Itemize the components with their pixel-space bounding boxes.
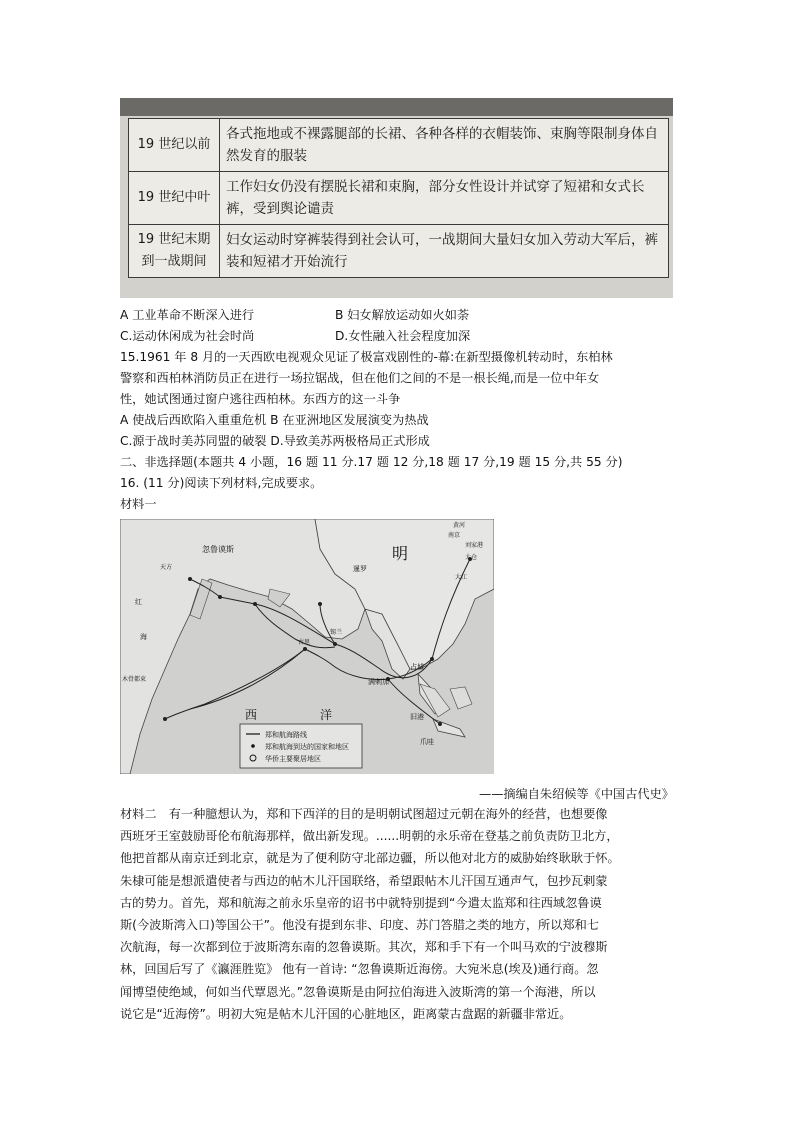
table-photo bbox=[120, 98, 673, 298]
label-hurmuz: 忽鲁谟斯 bbox=[202, 545, 234, 554]
section-two-heading: 二、非选择题(本题共 4 小题，16 题 11 分.17 题 12 分,18 题 17 分,19 题 15 分,共 55 分) bbox=[120, 455, 623, 469]
legend-reached-label: 郑和航海到达的国家和地区 bbox=[265, 743, 349, 751]
label-zhancheng: 占城 bbox=[410, 663, 424, 671]
cropped-header-band bbox=[120, 98, 673, 116]
q14-options-row1 bbox=[120, 305, 470, 325]
period-cell: 19 世纪中叶 bbox=[129, 172, 220, 225]
label-nanjing: 南京 bbox=[448, 532, 461, 539]
material-one-label: 材料一 bbox=[120, 497, 157, 511]
paragraph-line: 他把首都从南京迁到北京，就是为了便利防守北部边疆，所以他对北方的威胁始终耿耿于怀。 bbox=[120, 851, 620, 866]
label-manlajia: 满剌加 bbox=[368, 678, 389, 686]
paragraph-line: 次航海，每一次都到位于波斯湾东南的忽鲁谟斯。其次，郑和手下有一个叫马欢的宁波穆斯 bbox=[120, 940, 608, 955]
map-legend bbox=[240, 724, 362, 768]
label-guli: 古里 bbox=[298, 639, 311, 646]
description-cell: 妇女运动时穿裤装得到社会认可，一战期间大量妇女加入劳动大军后，裤装和短裙才开始流行 bbox=[220, 225, 669, 278]
paragraph-line: 材料二 有一种臆想认为，郑和下西洋的目的是明朝试图超过元朝在海外的经营，也想要像 bbox=[120, 807, 608, 821]
material-two-paragraph bbox=[120, 803, 682, 1025]
label-tianfang: 天方 bbox=[160, 564, 173, 571]
q14-options-row2 bbox=[120, 326, 471, 346]
label-huanghe: 黄河 bbox=[453, 522, 466, 529]
label-ceylon: 锡兰 bbox=[330, 629, 343, 636]
q15-stem-line: 15.1961 年 8 月的一天西欧电视观众见证了极富戏剧性的-幕:在新型摄像机转动时，东柏林 bbox=[120, 350, 613, 364]
label-ming: 明 bbox=[392, 544, 409, 563]
paragraph-line: 古的势力。首先，郑和航海之前永乐皇帝的诏书中就特别提到“今遣太监郑和往西域忽鲁谟 bbox=[120, 895, 602, 910]
q15-options-cd: C.源于战时美苏同盟的破裂 D.导致美苏两极格局正式形成 bbox=[120, 434, 430, 448]
label-zhanluo: 暹罗 bbox=[353, 565, 367, 573]
q16-intro: 16. (11 分)阅读下列材料,完成要求。 bbox=[120, 476, 323, 490]
period-cell: 19 世纪末期到一战期间 bbox=[129, 225, 220, 278]
label-mogadishu: 木骨都束 bbox=[122, 676, 147, 683]
label-taicang: 太仓 bbox=[465, 554, 478, 561]
table-row bbox=[129, 172, 669, 225]
q15-stem-line: 性，她试图通过窗户逃往西柏林。东西方的这一斗争 bbox=[120, 392, 401, 406]
paragraph-line: 说它是“近海傍”。明初大宛是帖木儿汗国的心脏地区，距离蒙古盘踞的新疆非常近。 bbox=[120, 1006, 572, 1021]
table-row bbox=[129, 225, 669, 278]
legend-overseas-label: 华侨主要聚居地区 bbox=[265, 755, 321, 763]
q15-stem-line: 警察和西柏林消防员正在进行一场拉锯战，但在他们之间的不是一根长绳,而是一位中年女 bbox=[120, 371, 600, 385]
q14-option-a: A 工业革命不断深入进行 bbox=[120, 308, 255, 322]
paragraph-line: 林，回国后写了《瀛涯胜览》 他有一首诗: “忽鲁谟斯近海傍。大宛米息(埃及)通行商。忽 bbox=[120, 962, 599, 977]
label-changjiang: 大江 bbox=[455, 574, 468, 581]
map-source-caption: ——摘编自朱绍候等《中国古代史》 bbox=[479, 787, 674, 801]
q14-option-c: C.运动休闲成为社会时尚 bbox=[120, 329, 255, 343]
label-hong: 红 bbox=[135, 598, 142, 606]
label-xi: 西 bbox=[245, 708, 258, 722]
label-jiuguang: 旧港 bbox=[410, 713, 424, 721]
description-cell: 各式拖地或不裸露腿部的长裙、各种各样的衣帽装饰、束胸等限制身体自然发育的服装 bbox=[220, 119, 669, 172]
paragraph-line: 朱棣可能是想派遣使者与西边的帖木儿汗国联络，希望跟帖木儿汗国互通声气，包抄瓦剌蒙 bbox=[120, 873, 608, 888]
label-yang: 洋 bbox=[320, 708, 333, 722]
map-svg bbox=[120, 519, 494, 774]
paragraph-line: 西班牙王室鼓励哥伦布航海那样，做出新发现。......明朝的永乐帝在登基之前负责防卫北方， bbox=[120, 829, 619, 844]
clothing-history-table bbox=[128, 118, 669, 278]
q14-option-b: B 妇女解放运动如火如荼 bbox=[335, 308, 470, 322]
zheng-he-voyage-map bbox=[120, 519, 494, 774]
table-row bbox=[129, 119, 669, 172]
paragraph-line: 斯(今波斯湾入口)等国公干”。他没有提到东非、印度、苏门答腊之类的地方，所以郑和七 bbox=[120, 918, 599, 933]
legend-route-label: 郑和航海路线 bbox=[265, 731, 307, 739]
label-hai: 海 bbox=[140, 633, 147, 641]
label-guazhao: 爪哇 bbox=[420, 738, 434, 746]
description-cell: 工作妇女仍没有摆脱长裙和束胸，部分女性设计并试穿了短裙和女式长裤，受到舆论谴责 bbox=[220, 172, 669, 225]
q14-option-d: D.女性融入社会程度加深 bbox=[335, 329, 471, 343]
q15-options-ab: A 使战后西欧陷入重重危机 B 在亚洲地区发展演变为热战 bbox=[120, 413, 429, 427]
label-liujiagang: 刘家港 bbox=[465, 542, 484, 549]
paragraph-line: 闻博望使绝域，何如当代覃恩光。”忽鲁谟斯是由阿拉伯海进入波斯湾的第一个海港，所以 bbox=[120, 984, 596, 999]
period-cell: 19 世纪以前 bbox=[129, 119, 220, 172]
